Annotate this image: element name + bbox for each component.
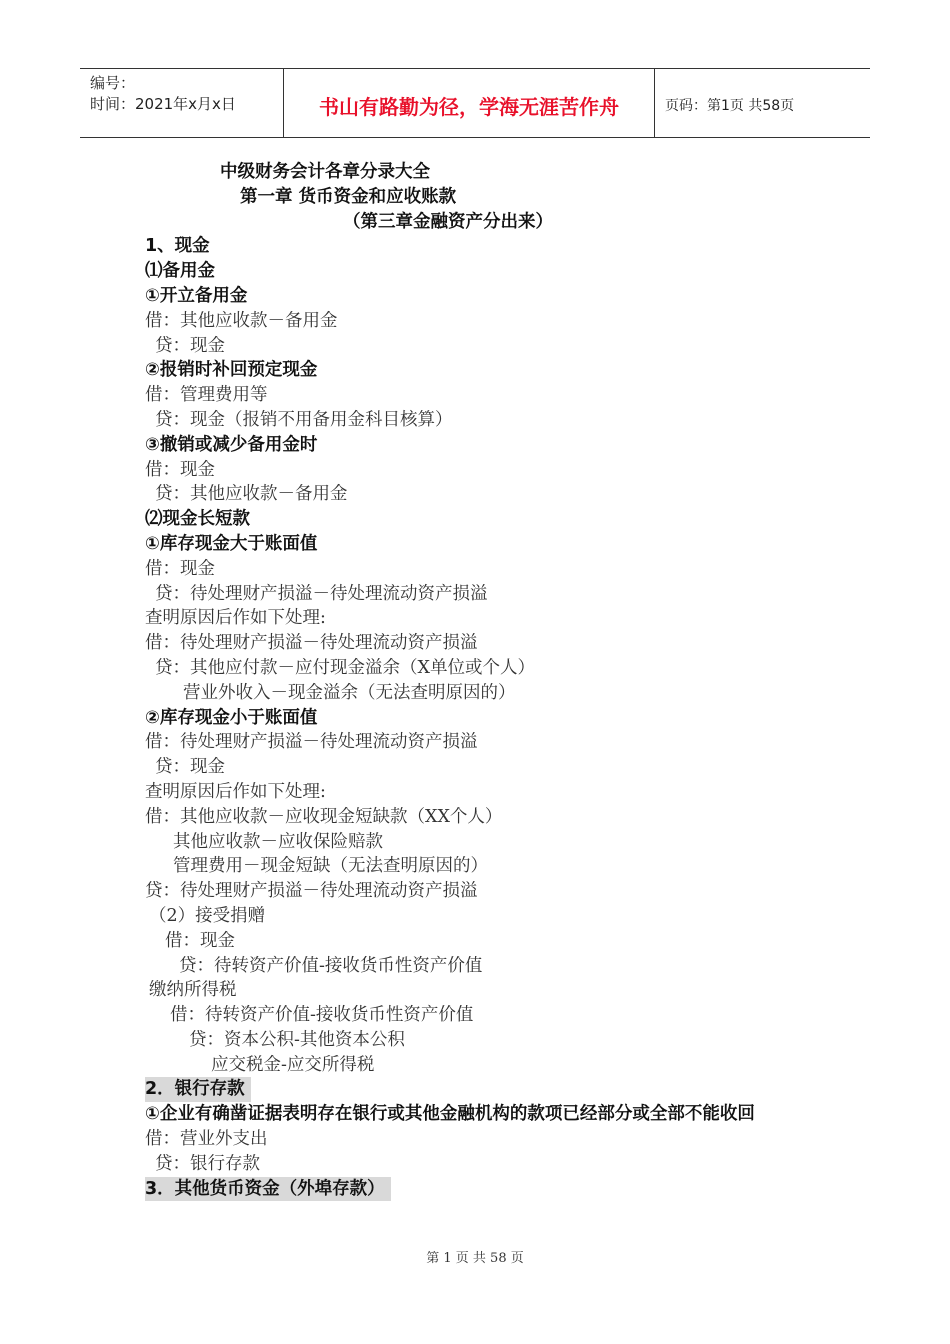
header-table — [80, 68, 870, 138]
header-meta — [80, 69, 283, 137]
entry-line: 借：现金 — [165, 930, 235, 951]
highlighted-heading: 2．银行存款 — [145, 1077, 251, 1102]
section-heading: 1、现金 — [145, 236, 210, 257]
entry-line: 贷：银行存款 — [155, 1153, 260, 1174]
entry-line: 贷：待转资产价值-接收货币性资产价值 — [179, 955, 483, 976]
entry-line: 查明原因后作如下处理: — [145, 781, 326, 802]
entry-line: 查明原因后作如下处理: — [145, 608, 326, 629]
chapter-title: 第一章 货币资金和应收账款 — [240, 186, 457, 207]
entry-line: 贷：待处理财产损溢－待处理流动资产损溢 — [145, 881, 478, 902]
entry-line: （2）接受捐赠 — [149, 905, 266, 926]
item-heading: ③撤销或减少备用金时 — [145, 434, 318, 455]
entry-line: 其他应收款－应收保险赔款 — [173, 831, 383, 852]
subsection-heading: ⑴备用金 — [145, 261, 215, 282]
entry-line: 借：管理费用等 — [145, 385, 268, 406]
header-page-info: 页码：第1页 共58页 — [665, 98, 795, 114]
item-heading: ②库存现金小于账面值 — [145, 707, 318, 728]
entry-line: 借：待处理财产损溢－待处理流动资产损溢 — [145, 732, 478, 753]
item-heading: ①库存现金大于账面值 — [145, 533, 318, 554]
entry-line: 贷：其他应付款－应付现金溢余（X单位或个人） — [155, 657, 535, 678]
entry-line: 借：其他应收款－应收现金短缺款（XX个人） — [145, 806, 503, 827]
chapter-subtitle: （第三章金融资产分出来） — [343, 211, 553, 232]
highlighted-heading: 3．其他货币资金（外埠存款） — [145, 1177, 391, 1202]
entry-line: 贷：待处理财产损溢－待处理流动资产损溢 — [155, 583, 488, 604]
page-footer: 第 1 页 共 58 页 — [426, 1251, 524, 1266]
entry-line: 借：待转资产价值-接收货币性资产价值 — [170, 1005, 474, 1026]
section-heading — [145, 1177, 825, 1202]
item-heading: ①开立备用金 — [145, 285, 248, 306]
entry-line: 贷：现金（报销不用备用金科目核算） — [155, 409, 453, 430]
entry-line: 贷：资本公积-其他资本公积 — [189, 1029, 405, 1050]
entry-line: 借：现金 — [145, 558, 215, 579]
doc-title: 中级财务会计各章分录大全 — [220, 162, 430, 182]
subsection-heading: ⑵现金长短款 — [145, 509, 250, 530]
entry-line: 借：其他应收款－备用金 — [145, 310, 338, 331]
document-body — [145, 160, 825, 1201]
entry-line: 营业外收入－现金溢余（无法查明原因的） — [183, 682, 516, 703]
entry-line: 借：营业外支出 — [145, 1129, 268, 1150]
item-heading: ②报销时补回预定现金 — [145, 360, 318, 381]
entry-line: 贷：现金 — [155, 757, 225, 778]
item-heading: ①企业有确凿证据表明存在银行或其他金融机构的款项已经部分或全部不能收回 — [145, 1104, 755, 1125]
entry-line: 贷：其他应收款－备用金 — [155, 484, 348, 505]
code-label: 编号： — [90, 74, 136, 92]
entry-line: 借：现金 — [145, 459, 215, 480]
entry-line: 缴纳所得税 — [149, 980, 237, 1001]
section-heading — [145, 1077, 825, 1102]
entry-line: 贷：现金 — [155, 335, 225, 356]
entry-line: 管理费用－现金短缺（无法查明原因的） — [173, 856, 488, 877]
date-label: 时间：2021年x月x日 — [90, 95, 236, 113]
entry-line: 应交税金-应交所得税 — [211, 1054, 375, 1075]
header-motto: 书山有路勤为径，学海无涯苦作舟 — [283, 69, 655, 137]
entry-line: 借：待处理财产损溢－待处理流动资产损溢 — [145, 633, 478, 654]
